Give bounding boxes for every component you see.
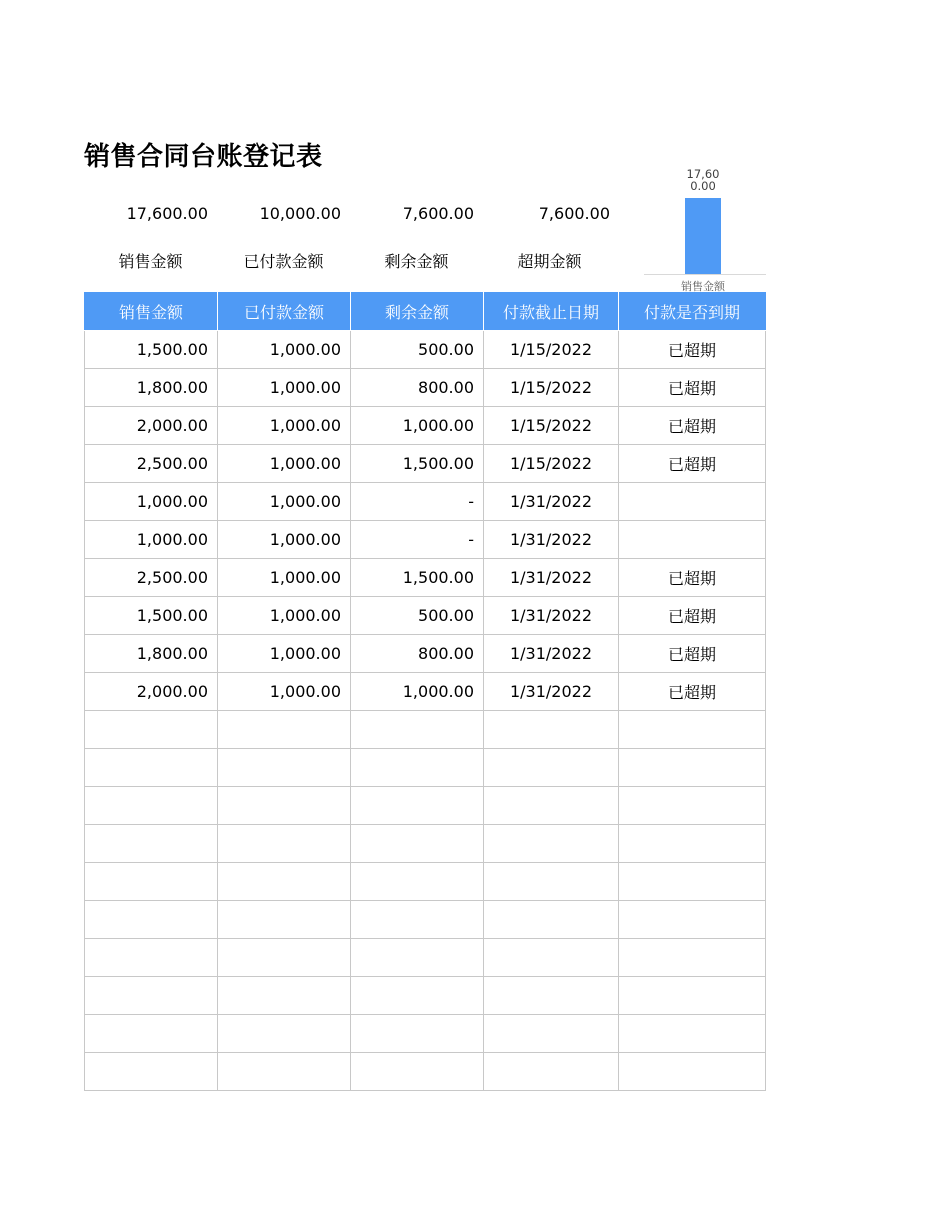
cell-overdue-status[interactable]: 已超期 [619, 673, 766, 711]
table-row [85, 331, 766, 369]
cell-overdue-status[interactable]: 已超期 [619, 445, 766, 483]
cell-due-date[interactable] [484, 711, 619, 749]
cell-due-date[interactable] [484, 863, 619, 901]
cell-overdue-status[interactable] [619, 483, 766, 521]
cell-paid-amount[interactable]: 1,000.00 [218, 521, 351, 559]
cell-due-date[interactable]: 1/31/2022 [484, 559, 619, 597]
chart-bar [685, 198, 721, 274]
sales-amount-chart [640, 165, 770, 295]
table-row [85, 407, 766, 445]
table-row [85, 1015, 766, 1053]
cell-due-date[interactable]: 1/31/2022 [484, 635, 619, 673]
summary-paid-label: 已付款金额 [243, 252, 324, 271]
cell-due-date[interactable]: 1/15/2022 [484, 331, 619, 369]
cell-paid-amount[interactable] [218, 711, 351, 749]
contract-ledger-table [84, 292, 766, 1091]
table-row [85, 939, 766, 977]
cell-remaining-amount[interactable]: 1,000.00 [351, 673, 484, 711]
cell-remaining-amount[interactable] [351, 825, 484, 863]
cell-remaining-amount[interactable] [351, 939, 484, 977]
summary-overdue-amount: 7,600.00 [538, 204, 610, 223]
cell-due-date[interactable] [484, 787, 619, 825]
table-row [85, 483, 766, 521]
summary-remaining-amount: 7,600.00 [402, 204, 474, 223]
cell-sales-amount[interactable]: 1,000.00 [85, 483, 218, 521]
table-row [85, 787, 766, 825]
cell-due-date[interactable] [484, 1015, 619, 1053]
cell-overdue-status[interactable] [619, 901, 766, 939]
cell-due-date[interactable]: 1/31/2022 [484, 521, 619, 559]
cell-remaining-amount[interactable]: 1,500.00 [351, 445, 484, 483]
cell-overdue-status[interactable]: 已超期 [619, 331, 766, 369]
table-row [85, 445, 766, 483]
cell-remaining-amount[interactable]: 1,000.00 [351, 407, 484, 445]
cell-sales-amount[interactable] [85, 939, 218, 977]
cell-paid-amount[interactable]: 1,000.00 [218, 369, 351, 407]
summary-paid-amount: 10,000.00 [259, 204, 341, 223]
cell-due-date[interactable]: 1/31/2022 [484, 483, 619, 521]
cell-overdue-status[interactable] [619, 939, 766, 977]
cell-overdue-status[interactable]: 已超期 [619, 635, 766, 673]
cell-sales-amount[interactable]: 2,500.00 [85, 559, 218, 597]
cell-paid-amount[interactable]: 1,000.00 [218, 635, 351, 673]
cell-remaining-amount[interactable] [351, 711, 484, 749]
cell-sales-amount[interactable] [85, 901, 218, 939]
cell-paid-amount[interactable] [218, 977, 351, 1015]
cell-overdue-status[interactable]: 已超期 [619, 407, 766, 445]
cell-overdue-status[interactable]: 已超期 [619, 597, 766, 635]
cell-sales-amount[interactable] [85, 711, 218, 749]
col-header-remaining-amount: 剩余金额 [351, 293, 484, 331]
table-row [85, 901, 766, 939]
chart-category-label: 销售金额 [681, 280, 725, 293]
cell-overdue-status[interactable] [619, 787, 766, 825]
cell-sales-amount[interactable]: 1,500.00 [85, 331, 218, 369]
cell-paid-amount[interactable] [218, 901, 351, 939]
table-row [85, 521, 766, 559]
cell-sales-amount[interactable]: 1,800.00 [85, 635, 218, 673]
cell-overdue-status[interactable] [619, 1015, 766, 1053]
table-row [85, 977, 766, 1015]
table-row [85, 369, 766, 407]
table-row [85, 673, 766, 711]
cell-sales-amount[interactable] [85, 977, 218, 1015]
cell-remaining-amount[interactable]: 500.00 [351, 597, 484, 635]
cell-paid-amount[interactable] [218, 939, 351, 977]
table-row [85, 1053, 766, 1091]
cell-overdue-status[interactable] [619, 863, 766, 901]
cell-remaining-amount[interactable] [351, 901, 484, 939]
cell-due-date[interactable]: 1/15/2022 [484, 369, 619, 407]
cell-due-date[interactable] [484, 825, 619, 863]
cell-overdue-status[interactable] [619, 1053, 766, 1091]
table-row [85, 825, 766, 863]
table-row [85, 711, 766, 749]
cell-remaining-amount[interactable]: 1,500.00 [351, 559, 484, 597]
cell-due-date[interactable] [484, 977, 619, 1015]
table-row [85, 635, 766, 673]
cell-sales-amount[interactable]: 1,500.00 [85, 597, 218, 635]
table-row [85, 749, 766, 787]
cell-paid-amount[interactable]: 1,000.00 [218, 331, 351, 369]
summary-sales-label: 销售金额 [118, 252, 183, 271]
cell-remaining-amount[interactable] [351, 787, 484, 825]
cell-paid-amount[interactable]: 1,000.00 [218, 483, 351, 521]
page-title: 销售合同台账登记表 [84, 142, 323, 172]
cell-due-date[interactable]: 1/31/2022 [484, 597, 619, 635]
cell-remaining-amount[interactable]: 800.00 [351, 369, 484, 407]
cell-due-date[interactable] [484, 901, 619, 939]
cell-paid-amount[interactable] [218, 749, 351, 787]
cell-paid-amount[interactable]: 1,000.00 [218, 597, 351, 635]
summary-remaining-label: 剩余金额 [384, 252, 449, 271]
cell-remaining-amount[interactable] [351, 1015, 484, 1053]
cell-sales-amount[interactable]: 2,500.00 [85, 445, 218, 483]
cell-due-date[interactable]: 1/31/2022 [484, 673, 619, 711]
cell-overdue-status[interactable] [619, 521, 766, 559]
cell-overdue-status[interactable]: 已超期 [619, 559, 766, 597]
cell-overdue-status[interactable] [619, 749, 766, 787]
cell-paid-amount[interactable]: 1,000.00 [218, 673, 351, 711]
col-header-is-overdue: 付款是否到期 [619, 293, 766, 331]
cell-remaining-amount[interactable]: 500.00 [351, 331, 484, 369]
cell-due-date[interactable] [484, 749, 619, 787]
cell-paid-amount[interactable] [218, 1015, 351, 1053]
cell-sales-amount[interactable] [85, 863, 218, 901]
cell-sales-amount[interactable]: 1,800.00 [85, 369, 218, 407]
cell-sales-amount[interactable]: 2,000.00 [85, 673, 218, 711]
chart-data-label: 0.00 [690, 179, 716, 193]
col-header-paid-amount: 已付款金额 [218, 293, 351, 331]
cell-sales-amount[interactable] [85, 749, 218, 787]
cell-overdue-status[interactable] [619, 825, 766, 863]
cell-remaining-amount[interactable] [351, 977, 484, 1015]
cell-sales-amount[interactable]: 1,000.00 [85, 521, 218, 559]
cell-sales-amount[interactable]: 2,000.00 [85, 407, 218, 445]
cell-due-date[interactable] [484, 939, 619, 977]
cell-remaining-amount[interactable] [351, 749, 484, 787]
cell-paid-amount[interactable] [218, 825, 351, 863]
table-row [85, 597, 766, 635]
table-row [85, 863, 766, 901]
cell-paid-amount[interactable] [218, 1053, 351, 1091]
cell-sales-amount[interactable] [85, 787, 218, 825]
col-header-sales-amount: 销售金额 [85, 293, 218, 331]
chart-data-label: 17,60 [686, 167, 720, 181]
table-row [85, 559, 766, 597]
cell-paid-amount[interactable] [218, 787, 351, 825]
cell-sales-amount[interactable] [85, 1053, 218, 1091]
cell-overdue-status[interactable]: 已超期 [619, 369, 766, 407]
col-header-due-date: 付款截止日期 [484, 293, 619, 331]
cell-remaining-amount[interactable] [351, 863, 484, 901]
cell-due-date[interactable] [484, 1053, 619, 1091]
cell-remaining-amount[interactable]: - [351, 521, 484, 559]
table-header-row [85, 293, 766, 331]
cell-paid-amount[interactable]: 1,000.00 [218, 559, 351, 597]
summary-sales-amount: 17,600.00 [126, 204, 208, 223]
cell-overdue-status[interactable] [619, 977, 766, 1015]
cell-paid-amount[interactable]: 1,000.00 [218, 407, 351, 445]
cell-paid-amount[interactable] [218, 863, 351, 901]
cell-remaining-amount[interactable]: 800.00 [351, 635, 484, 673]
cell-remaining-amount[interactable] [351, 1053, 484, 1091]
cell-remaining-amount[interactable]: - [351, 483, 484, 521]
cell-paid-amount[interactable]: 1,000.00 [218, 445, 351, 483]
cell-overdue-status[interactable] [619, 711, 766, 749]
cell-sales-amount[interactable] [85, 825, 218, 863]
cell-due-date[interactable]: 1/15/2022 [484, 445, 619, 483]
cell-sales-amount[interactable] [85, 1015, 218, 1053]
summary-overdue-label: 超期金额 [517, 252, 582, 271]
cell-due-date[interactable]: 1/15/2022 [484, 407, 619, 445]
